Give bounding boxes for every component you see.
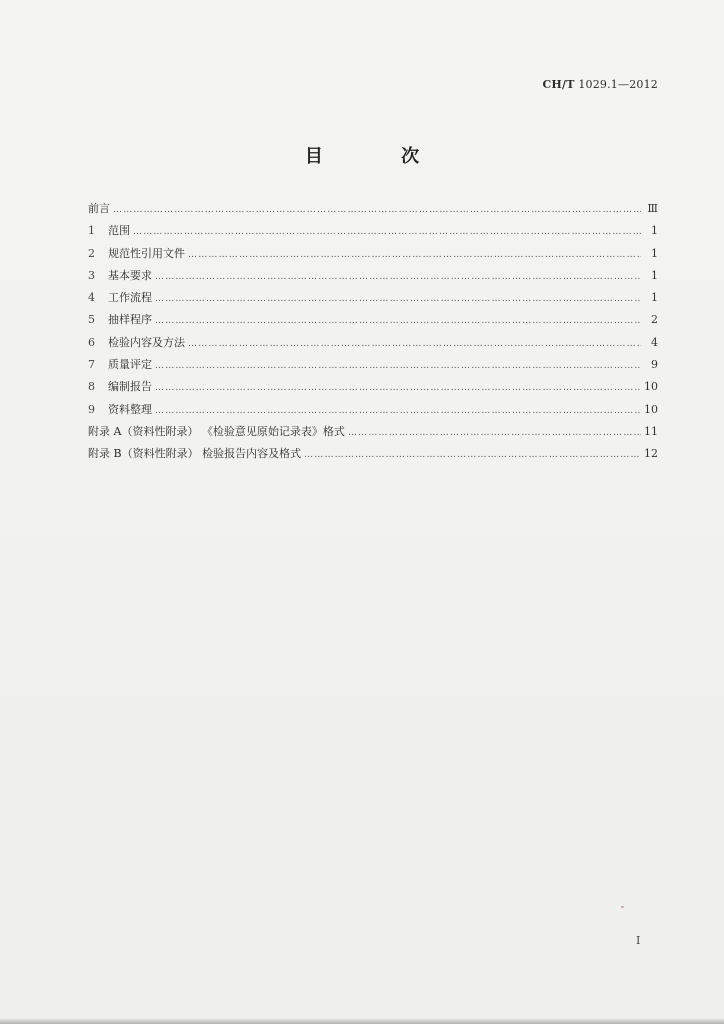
toc-entry-workflow[interactable] [88,289,658,311]
standard-prefix: CH/T [542,78,575,91]
toc-entry-page: 1 [651,246,658,260]
table-of-contents [88,200,658,468]
toc-entry-sampling-procedure[interactable] [88,311,658,333]
toc-entry-page: 1 [651,268,658,282]
toc-entry-label: 工作流程 [108,291,152,305]
toc-entry-page: 11 [644,424,658,438]
toc-entry-page: 9 [651,358,658,372]
toc-entry-label: 规范性引用文件 [108,246,185,260]
toc-entry-label: 抽样程序 [108,313,152,327]
toc-entry-label: 资料整理 [108,402,152,416]
toc-entry-number: 4 [88,291,95,305]
toc-leader-dots [304,450,641,460]
toc-leader-dots [155,383,641,393]
toc-leader-dots [113,205,641,215]
toc-leader-dots [188,250,641,260]
toc-entry-number: 2 [88,246,95,260]
toc-entry-quality-assessment[interactable] [88,356,658,378]
toc-entry-label: 附录 A（资料性附录） 《检验意见原始记录表》格式 [88,424,345,438]
toc-entry-page: 1 [651,224,658,238]
toc-entry-foreword[interactable] [88,200,658,222]
standard-code [542,78,658,91]
toc-entry-number: 5 [88,313,95,327]
toc-entry-label: 范围 [108,224,130,238]
toc-leader-dots [155,361,641,371]
toc-entry-number: 9 [88,402,95,416]
toc-entry-normative-references[interactable] [88,245,658,267]
scan-edge-shadow [0,1018,724,1024]
toc-title: 目 次 [304,146,456,167]
toc-entry-page: 10 [644,380,658,394]
paper-speck [621,906,624,908]
toc-entry-label: 检验内容及方法 [108,335,185,349]
toc-entry-scope[interactable] [88,222,658,244]
toc-entry-label: 编制报告 [108,380,152,394]
toc-leader-dots [155,406,641,416]
toc-entry-label: 附录 B（资料性附录） 检验报告内容及格式 [88,447,302,461]
toc-entry-label: 前言 [88,202,110,215]
toc-leader-dots [155,316,641,326]
toc-entry-number: 3 [88,268,95,282]
toc-entry-appendix-b[interactable] [88,445,658,467]
toc-entry-number: 6 [88,335,95,349]
toc-entry-number: 7 [88,358,95,372]
toc-entry-page: 1 [651,291,658,305]
toc-entry-inspection-methods[interactable] [88,334,658,356]
toc-entry-page: 4 [651,335,658,349]
toc-entry-label: 质量评定 [108,358,152,372]
toc-entry-page: Ⅲ [647,202,658,215]
toc-leader-dots [348,428,641,438]
toc-entry-number: 8 [88,380,95,394]
toc-entry-data-organization[interactable] [88,401,658,423]
toc-entry-report-compilation[interactable] [88,378,658,400]
toc-entry-appendix-a[interactable] [88,423,658,445]
toc-entry-page: 10 [644,402,658,416]
toc-leader-dots [188,339,641,349]
toc-leader-dots [155,294,641,304]
toc-leader-dots [133,227,641,237]
toc-entry-label: 基本要求 [108,268,152,282]
toc-entry-number: 1 [88,224,95,238]
toc-leader-dots [155,272,641,282]
page-number: I [636,934,641,947]
toc-entry-page: 2 [651,313,658,327]
toc-entry-basic-requirements[interactable] [88,267,658,289]
toc-entry-page: 12 [644,447,658,461]
standard-number: 1029.1—2012 [578,78,658,91]
